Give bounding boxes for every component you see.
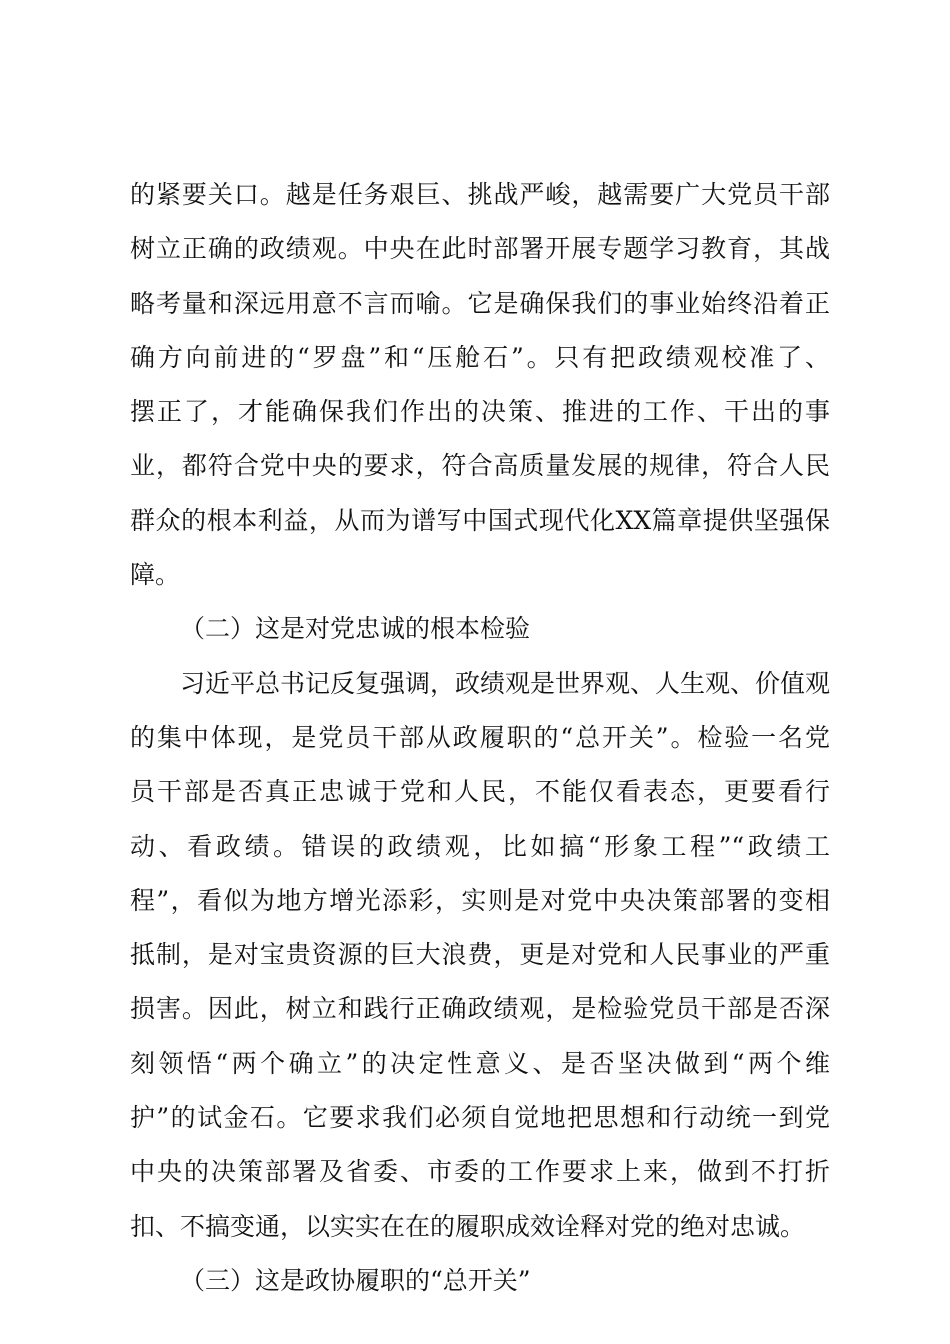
text-line: 抵制，是对宝贵资源的巨大浪费，更是对党和人民事业的严重 bbox=[130, 940, 830, 970]
text-line: 障。 bbox=[130, 560, 181, 590]
text-line: 动、看政绩。错误的政绩观，比如搞“形象工程”“政绩工 bbox=[130, 831, 830, 861]
text-line: 中央的决策部署及省委、市委的工作要求上来，做到不打折 bbox=[130, 1157, 830, 1187]
text-line: 的集中体现，是党员干部从政履职的“总开关”。检验一名党 bbox=[130, 722, 830, 752]
text-line: 树立正确的政绩观。中央在此时部署开展专题学习教育，其战 bbox=[130, 234, 830, 264]
text-line: 护”的试金石。它要求我们必须自觉地把思想和行动统一到党 bbox=[130, 1103, 830, 1133]
text-line: 略考量和深远用意不言而喻。它是确保我们的事业始终沿着正 bbox=[130, 288, 830, 318]
text-line: 程”，看似为地方增光添彩，实则是对党中央决策部署的变相 bbox=[130, 885, 830, 915]
text-line: 员干部是否真正忠诚于党和人民，不能仅看表态，更要看行 bbox=[130, 777, 830, 807]
document-body bbox=[130, 168, 830, 1308]
text-line: 摆正了，才能确保我们作出的决策、推进的工作、干出的事 bbox=[130, 397, 830, 427]
text-line: 扣、不搞变通，以实实在在的履职成效诠释对党的绝对忠诚。 bbox=[130, 1211, 806, 1241]
text-line: （三）这是政协履职的“总开关” bbox=[180, 1265, 531, 1295]
text-line: 的紧要关口。越是任务艰巨、挑战严峻，越需要广大党员干部 bbox=[130, 180, 830, 209]
text-line: （二）这是对党忠诚的根本检验 bbox=[180, 614, 531, 644]
text-line: 刻领悟“两个确立”的决定性意义、是否坚决做到“两个维 bbox=[130, 1048, 830, 1078]
text-line: 损害。因此，树立和践行正确政绩观，是检验党员干部是否深 bbox=[130, 994, 830, 1024]
text-line: 群众的根本利益，从而为谱写中国式现代化XX篇章提供坚强保 bbox=[130, 505, 830, 535]
text-line: 确方向前进的“罗盘”和“压舱石”。只有把政绩观校准了、 bbox=[130, 342, 830, 372]
text-line: 习近平总书记反复强调，政绩观是世界观、人生观、价值观 bbox=[180, 668, 831, 698]
text-line: 业，都符合党中央的要求，符合高质量发展的规律，符合人民 bbox=[130, 451, 830, 481]
